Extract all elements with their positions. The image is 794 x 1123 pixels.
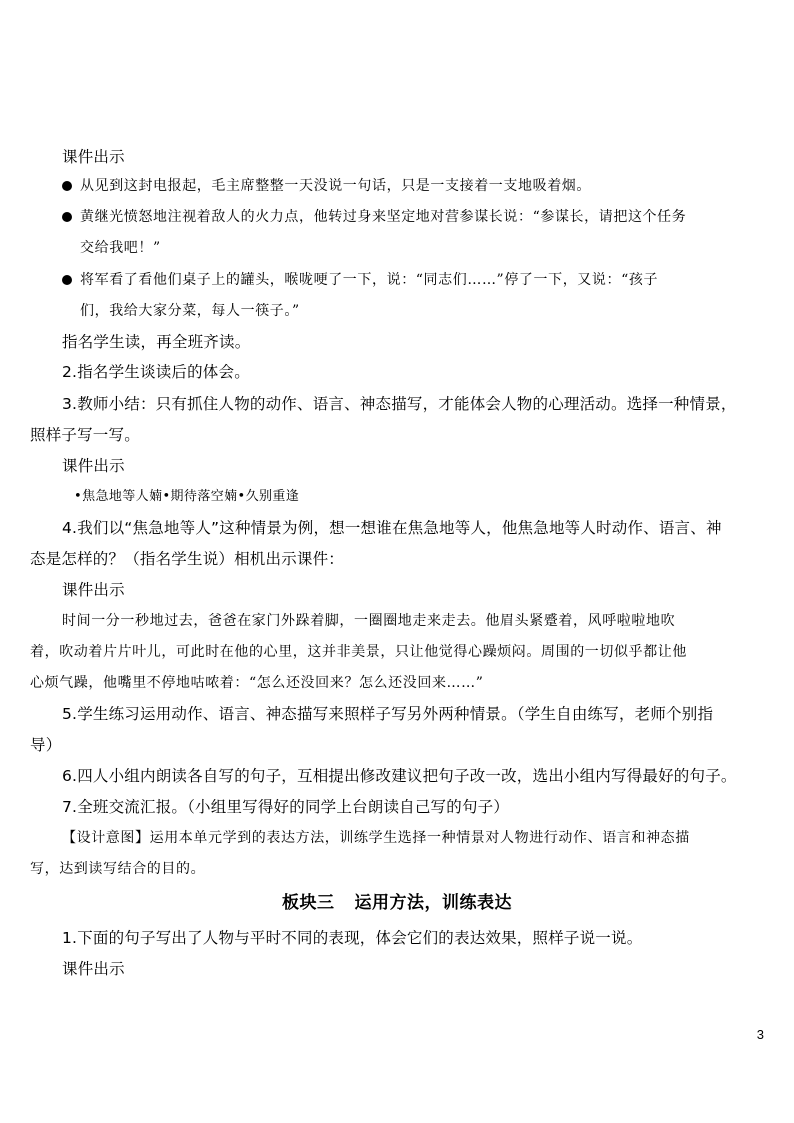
bullet-icon: [62, 181, 72, 191]
example-paragraph-line-2: 着，吹动着片片叶儿，可此时在他的心里，这并非美景，只让他觉得心躁烦闷。周围的一切似乎都让他: [30, 644, 687, 660]
example-sentence-2: 黄继光愤怒地注视着敌人的火力点，他转过身来坚定地对营参谋长说：“参谋长，请把这个任务: [80, 209, 687, 225]
step-2: 2.指名学生谈读后的体会。: [62, 363, 250, 381]
step-4-cont: 态是怎样的？（指名学生说）相机出示课件：: [30, 550, 345, 568]
step-7: 7.全班交流汇报。（小组里写得好的同学上台朗读自己写的句子）: [62, 798, 510, 816]
step-4: 4.我们以“焦急地等人”这种情景为例，想一想谁在焦急地等人，他焦急地等人时动作、语言、神: [62, 519, 722, 537]
instruction-text: 指名学生读，再全班齐读。: [62, 333, 251, 351]
example-sentence-1: 从见到这封电报起，毛主席整整一天没说一句话，只是一支接着一支地吸着烟。: [80, 178, 591, 194]
design-intent-cont: 写，达到读写结合的目的。: [30, 861, 206, 877]
example-sentence-3-cont: 们，我给大家分菜，每人一筷子。”: [80, 303, 300, 319]
courseware-label: 课件出示: [62, 581, 125, 599]
step-5-cont: 导）: [30, 736, 62, 754]
step-3-cont: 照样子写一写。: [30, 426, 140, 444]
example-sentence-3: 将军看了看他们桌子上的罐头，喉咙哽了一下，说：“同志们……”停了一下，又说：“孩子: [80, 272, 659, 288]
example-sentence-2-cont: 交给我吧！”: [80, 240, 161, 256]
page-number: 3: [756, 1027, 764, 1042]
step-5: 5.学生练习运用动作、语言、神态描写来照样子写另外两种情景。（学生自由练写，老师个别指: [62, 705, 714, 723]
section-step-1: 1.下面的句子写出了人物与平时不同的表现，体会它们的表达效果，照样子说一说。: [62, 929, 643, 947]
bullet-icon: [62, 212, 72, 222]
step-6: 6.四人小组内朗读各自写的句子，互相提出修改建议把句子改一改，选出小组内写得最好的句子。: [62, 767, 737, 785]
courseware-label: 课件出示: [62, 457, 125, 475]
scenario-options: •焦急地等人婻•期待落空婻•久别重逢: [74, 489, 300, 504]
example-paragraph-line-1: 时间一分一秒地过去，爸爸在家门外跺着脚，一圈圈地走来走去。他眉头紧蹙着，风呼啦啦地吹: [62, 613, 676, 629]
example-paragraph-line-3: 心烦气躁，他嘴里不停地咕哝着：“怎么还没回来？怎么还没回来……”: [30, 675, 484, 691]
design-intent: 【设计意图】运用本单元学到的表达方法，训练学生选择一种情景对人物进行动作、语言和神态描: [62, 830, 690, 846]
section-heading: [0, 892, 794, 914]
section-label: 板块三: [282, 893, 335, 913]
courseware-label: 课件出示: [62, 960, 125, 978]
step-3: 3.教师小结：只有抓住人物的动作、语言、神态描写，才能体会人物的心理活动。选择一种情景，: [62, 395, 737, 413]
courseware-label: 课件出示: [62, 148, 125, 166]
section-title: 运用方法，训练表达: [354, 893, 512, 913]
bullet-icon: [62, 275, 72, 285]
